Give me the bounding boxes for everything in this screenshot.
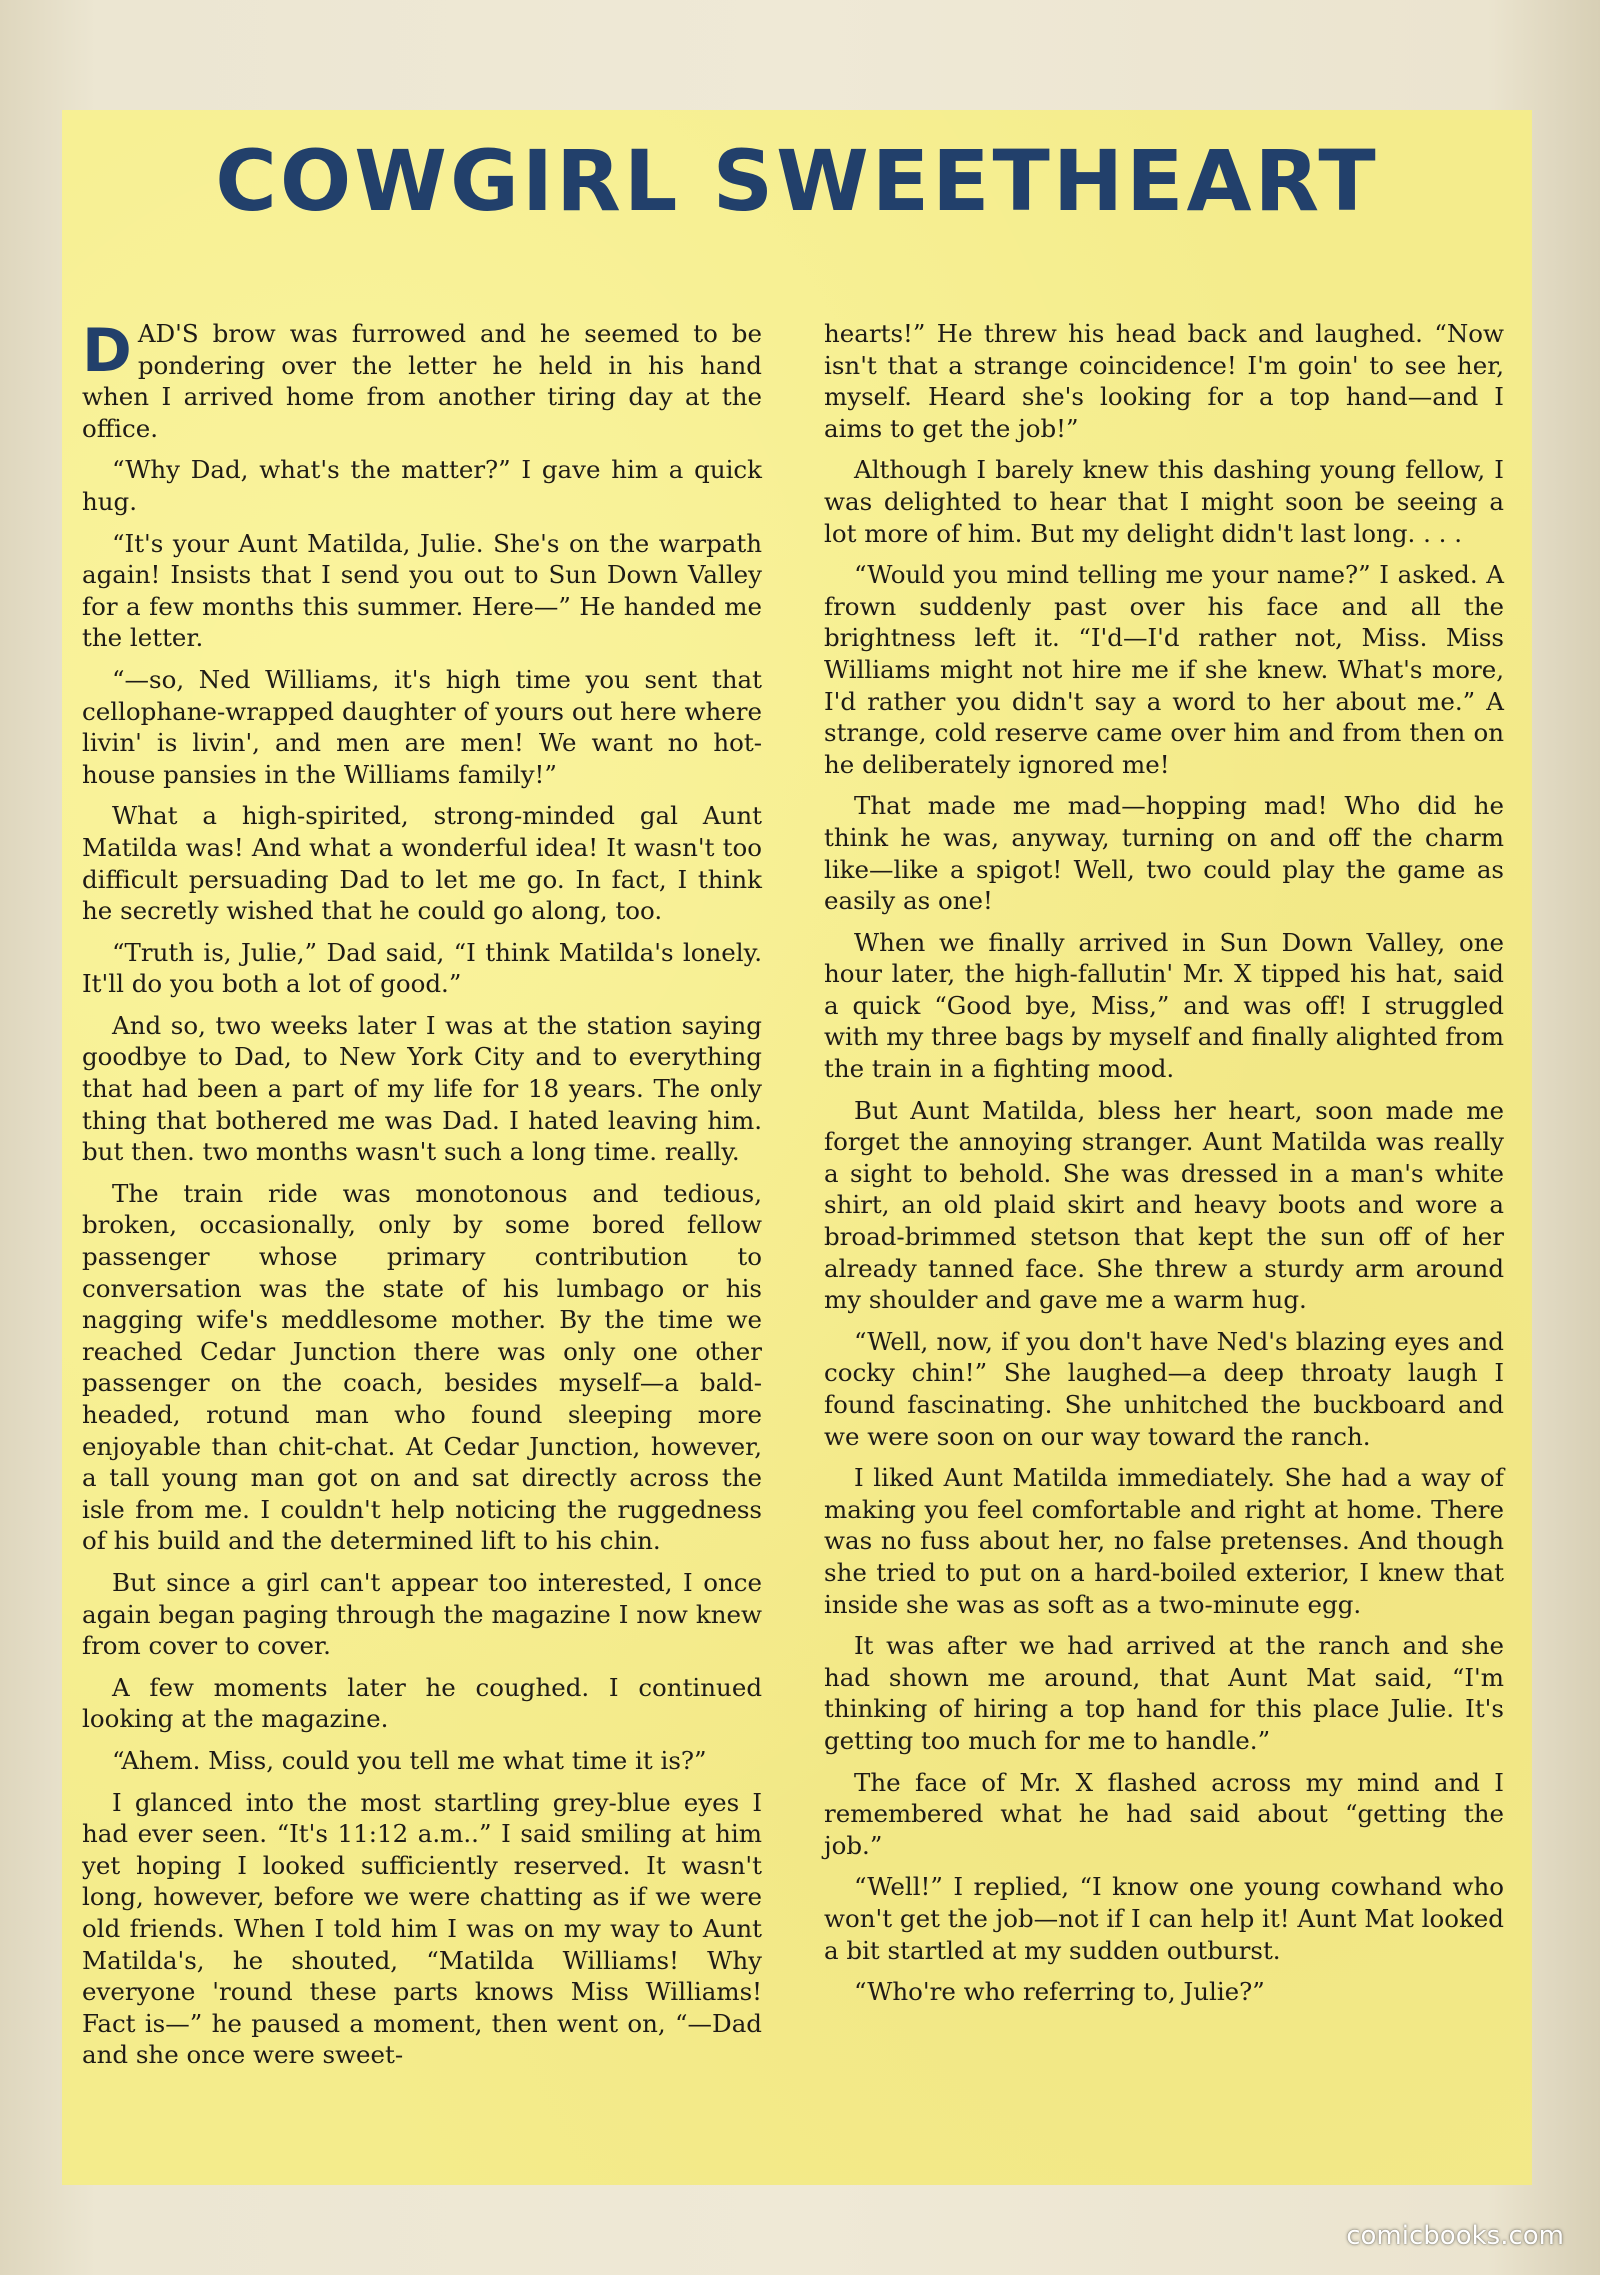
paragraph: The face of Mr. X flashed across my mind and I remembered what he had said about “getting the job.”: [824, 1767, 1504, 1860]
paragraph: It was after we had arrived at the ranch and she had shown me around, that Aunt Mat said, “I'm thinking of hiring a top hand for this place Julie. It's getting too much for me to handle.”: [824, 1631, 1504, 1755]
paragraph: “Would you mind telling me your name?” I asked. A frown suddenly past over his face and all the brightness left it. “I'd—I'd rather not, Miss. Miss Williams might not hire me if she knew. What's more, I'd rather you didn't say a word to her about me.” A strange, cold reserve came over him and from then on he deliberately ignored me!: [824, 560, 1504, 779]
paragraph: But since a girl can't appear too interested, I once again began paging through the magazine I now knew from cover to cover.: [82, 1567, 762, 1661]
left-column: [82, 318, 762, 2081]
story-title: COWGIRL SWEETHEART: [215, 132, 1379, 230]
drop-cap: D: [82, 316, 132, 386]
source-watermark: comicbooks.com: [1346, 2221, 1564, 2251]
paragraph: “Ahem. Miss, could you tell me what time it is?”: [112, 1745, 707, 1775]
paragraph: “Why Dad, what's the matter?” I gave him a quick hug.: [82, 455, 762, 516]
paragraph: And so, two weeks later I was at the station saying goodbye to Dad, to New York City and to everything that had been a part of my life for 18 years. The only thing that bothered me was Dad. I hated leaving him. but then. two months wasn't such a long time. really.: [82, 1010, 762, 1167]
paragraph: When we finally arrived in Sun Down Valley, one hour later, the high-fallutin' Mr. X tipped his hat, said a quick “Good bye, Miss,” and was off! I struggled with my three bags by myself and finally alighted from the train in a fighting mood.: [824, 927, 1504, 1084]
paragraph: I liked Aunt Matilda immediately. She had a way of making you feel comfortable and right at home. There was no fuss about her, no false pretenses. And though she tried to put on a hard-boiled exterior, I knew that inside she was as soft as a two-minute egg.: [824, 1463, 1504, 1619]
paragraph: What a high-spirited, strong-minded gal Aunt Matilda was! And what a wonderful idea! It wasn't too difficult persuading Dad to let me go. In fact, I think he secretly wished that he could go along, too.: [82, 801, 762, 926]
paragraph: That made me mad—hopping mad! Who did he think he was, anyway, turning on and off the charm like—like a spigot! Well, two could play the game as easily as one!: [824, 791, 1504, 916]
paragraph: The train ride was monotonous and tedious, broken, occasionally, only by some bored fellow passenger whose primary contribution to conversation was the state of his lumbago or his nagging wife's meddlesome mother. By the time we reached Cedar Junction there was only one other passenger on the coach, besides myself—a bald-headed, rotund man who found sleeping more enjoyable than chit-chat. At Cedar Junction, however, a tall young man got on and sat directly across the isle from me. I couldn't help noticing the ruggedness of his build and the determined lift to his chin.: [82, 1178, 762, 1556]
right-column: [824, 318, 1504, 2018]
paragraph-text: AD'S brow was furrowed and he seemed to be pondering over the letter he held in his hand when I arrived home from another tiring day at the office.: [82, 319, 762, 443]
paragraph: “Truth is, Julie,” Dad said, “I think Matilda's lonely. It'll do you both a lot of good.”: [82, 937, 762, 999]
paragraph: “—so, Ned Williams, it's high time you sent that cellophane-wrapped daughter of yours out here where livin' is livin', and men are men! We want no hot-house pansies in the Williams family!”: [82, 664, 762, 789]
paragraph: “Who're who referring to, Julie?”: [854, 1977, 1265, 2007]
paragraph: But Aunt Matilda, bless her heart, soon made me forget the annoying stranger. Aunt Matilda was really a sight to behold. She was dressed in a man's white shirt, an old plaid skirt and heavy boots and wore a broad-brimmed stetson that kept the sun off of her already tanned face. She threw a sturdy arm around my shoulder and gave me a warm hug.: [824, 1095, 1504, 1315]
paragraph: “It's your Aunt Matilda, Julie. She's on the warpath again! Insists that I send you out to Sun Down Valley for a few months this summer. Here—” He handed me the letter.: [82, 528, 762, 653]
paragraph: “Well!” I replied, “I know one young cowhand who won't get the job—not if I can help it! Aunt Mat looked a bit startled at my sudden outburst.: [824, 1872, 1504, 1965]
paragraph: A few moments later he coughed. I continued looking at the magazine.: [82, 1672, 762, 1734]
paragraph: hearts!” He threw his head back and laughed. “Now isn't that a strange coincidence! I'm goin' to see her, myself. Heard she's looking for a top hand—and I aims to get the job!”: [824, 319, 1504, 443]
paragraph: Although I barely knew this dashing young fellow, I was delighted to hear that I might soon be seeing a lot more of him. But my delight didn't last long. . . .: [824, 455, 1504, 548]
paragraph: I glanced into the most startling grey-blue eyes I had ever seen. “It's 11:12 a.m..” I said smiling at him yet hoping I looked sufficiently reserved. It wasn't long, however, before we were chatting as if we were old friends. When I told him I was on my way to Aunt Matilda's, he shouted, “Matilda Williams! Why everyone 'round these parts knows Miss Williams! Fact is—” he paused a moment, then went on, “—Dad and she once were sweet-: [82, 1787, 762, 2070]
paragraph: “Well, now, if you don't have Ned's blazing eyes and cocky chin!” She laughed—a deep throaty laugh I found fascinating. She unhitched the buckboard and we were soon on our way toward the ranch.: [824, 1326, 1504, 1451]
story-panel: [62, 110, 1532, 2185]
paragraph: [82, 318, 762, 444]
